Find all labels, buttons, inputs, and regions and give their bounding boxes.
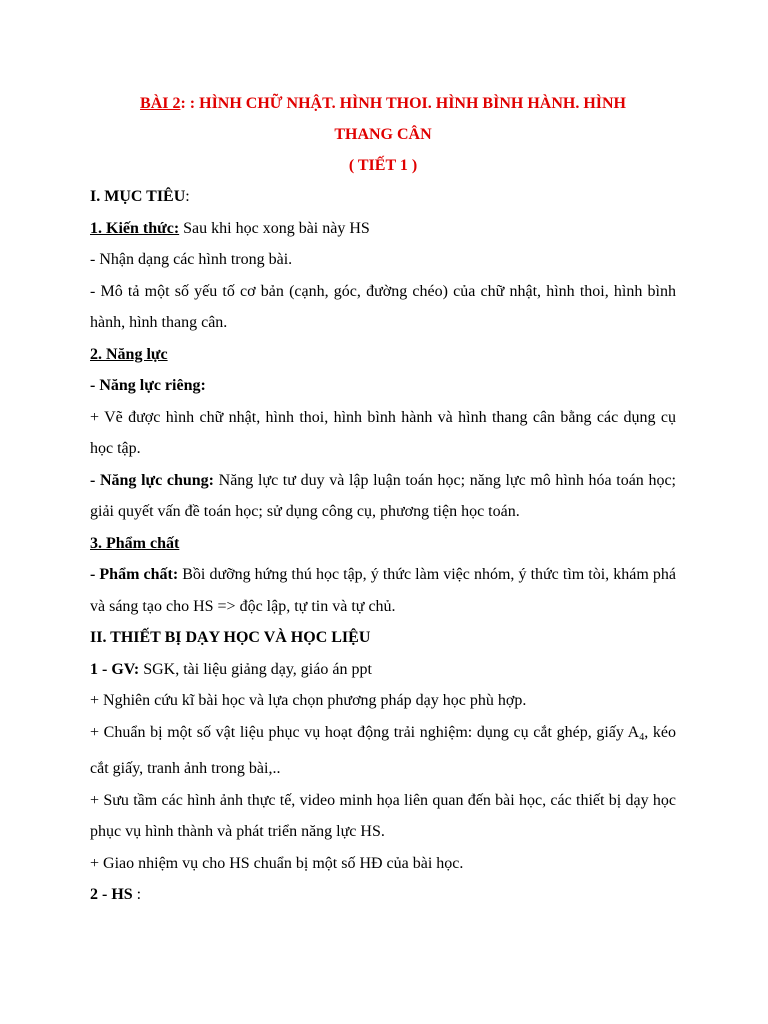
gv-item-2-pre: + Chuẩn bị một số vật liệu phục vụ hoạt động trải nghiệm: dụng cụ cắt ghép, giấy A: [90, 723, 640, 741]
section-1-heading-text: I. MỤC TIÊU: [90, 188, 186, 205]
title-line-2: THANG CÂN: [334, 126, 432, 143]
section-1-heading-colon: :: [185, 188, 190, 205]
quality-item-text: Bồi dưỡng hứng thú học tập, ý thức làm việc nhóm, ý thức tìm tòi, khám phá và sáng tạo cho HS => độc lập, tự tin và tự chủ.: [90, 566, 676, 615]
competence-label: 2. Năng lực: [90, 345, 168, 363]
title-line-1: [90, 88, 676, 119]
section-1-heading: [90, 181, 676, 213]
knowledge-item-2: - Mô tả một số yếu tố cơ bản (cạnh, góc, đường chéo) của chữ nhật, hình thoi, hình bình hành, hình thang cân.: [90, 282, 676, 331]
gv-item-1: + Nghiên cứu kĩ bài học và lựa chọn phương pháp dạy học phù hợp.: [90, 692, 527, 709]
title-line-3: ( TIẾT 1 ): [348, 157, 418, 174]
gv-item-2: [90, 717, 676, 785]
gv-item-3: + Sưu tầm các hình ảnh thực tế, video minh họa liên quan đến bài học, các thiết bị dạy học phục vụ hình thành và phát triển năng lực HS.: [90, 791, 676, 840]
hs-text: :: [132, 886, 142, 903]
knowledge-label: 1. Kiến thức:: [90, 219, 180, 237]
lesson-label: BÀI 2: [140, 95, 181, 112]
quality-paragraph: [90, 559, 676, 622]
quality-item-label: - Phẩm chất:: [90, 566, 179, 583]
document-page: [90, 88, 676, 911]
lesson-title: [90, 88, 676, 181]
gv-paragraph: [90, 654, 676, 686]
specific-competence-label: - Năng lực riêng:: [90, 377, 206, 394]
hs-label: 2 - HS: [90, 886, 133, 903]
gv-item-2-post: , kéo cắt giấy, tranh ảnh trong bài,..: [90, 723, 676, 777]
quality-label: 3. Phẩm chất: [90, 534, 180, 552]
competence-heading: [90, 339, 676, 371]
knowledge-intro: Sau khi học xong bài này HS: [179, 219, 370, 237]
knowledge-paragraph: [90, 213, 676, 245]
specific-competence-item: + Vẽ được hình chữ nhật, hình thoi, hình bình hành và hình thang cân bằng các dụng cụ học tập.: [90, 408, 676, 457]
quality-heading: [90, 528, 676, 560]
title-line-1-rest: : : HÌNH CHỮ NHẬT. HÌNH THOI. HÌNH BÌNH HÀNH. HÌNH: [180, 95, 626, 112]
general-competence-paragraph: [90, 465, 676, 528]
section-2-heading: II. THIẾT BỊ DẠY HỌC VÀ HỌC LIỆU: [90, 629, 371, 646]
general-competence-text: Năng lực tư duy và lập luận toán học; năng lực mô hình hóa toán học; giải quyết vấn đề toán học; sử dụng công cụ, phương tiện học toán.: [90, 471, 677, 520]
gv-label: 1 - GV:: [90, 660, 140, 678]
general-competence-label: - Năng lực chung:: [90, 471, 214, 489]
gv-item-4: + Giao nhiệm vụ cho HS chuẩn bị một số HĐ của bài học.: [90, 854, 464, 872]
knowledge-item-1: - Nhận dạng các hình trong bài.: [90, 251, 293, 268]
gv-text: SGK, tài liệu giảng dạy, giáo án ppt: [139, 660, 372, 678]
hs-paragraph: [90, 879, 676, 911]
gv-item-2-subscript: 4: [639, 731, 645, 743]
